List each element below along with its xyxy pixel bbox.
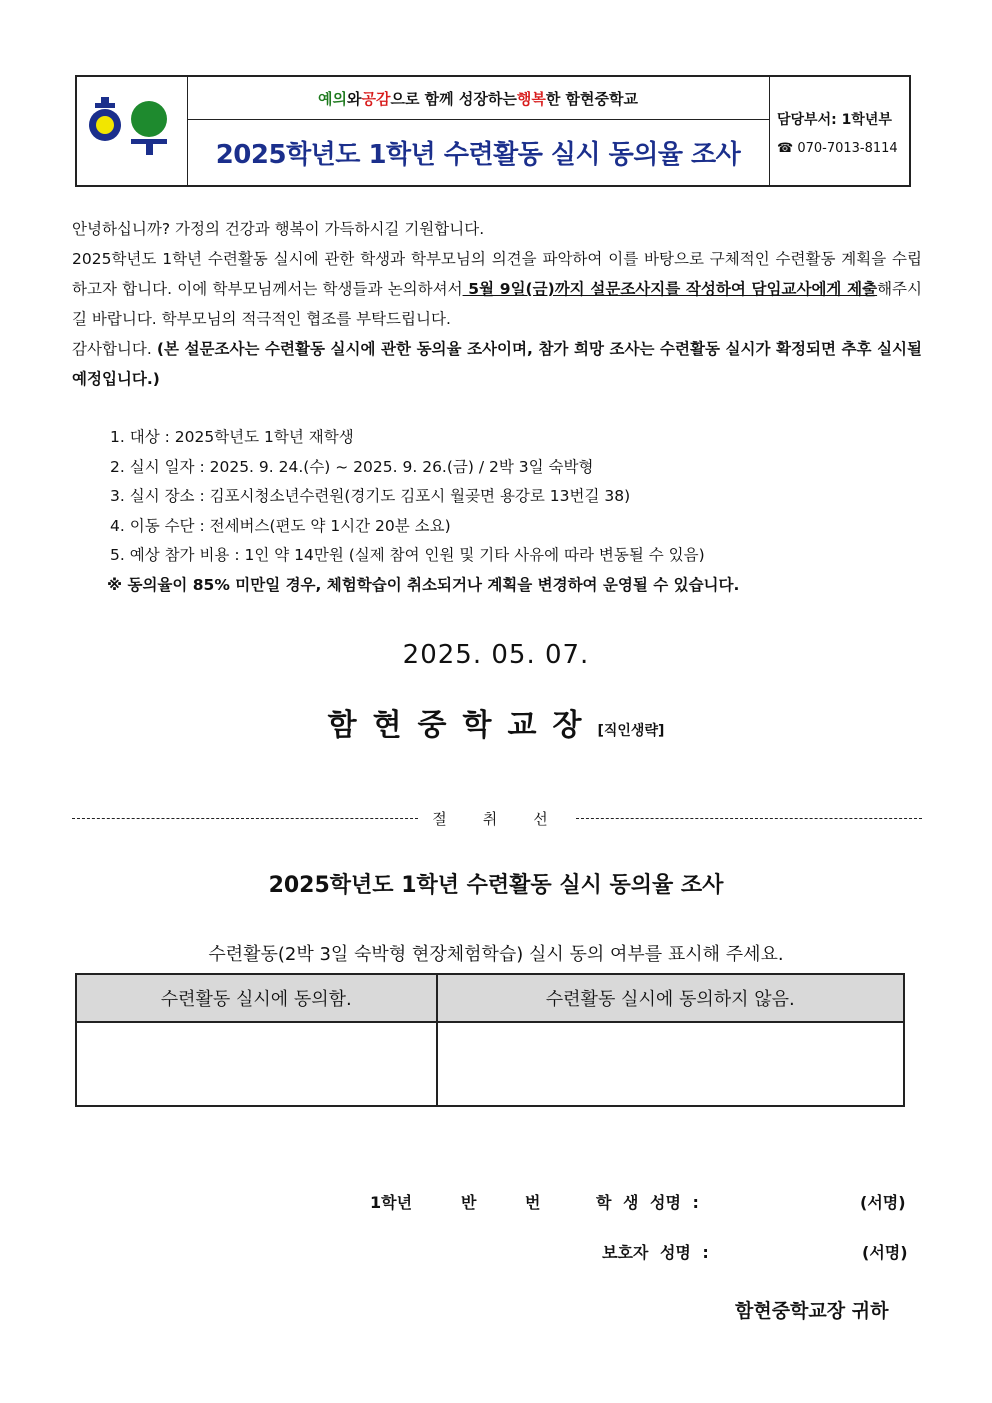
class-label: 반 [461,1193,477,1212]
agree-header: 수련활동 실시에 동의함. [76,974,437,1022]
school-logo-icon [77,77,187,185]
school-logo-cell [77,77,188,185]
school-motto: 예의 와 공감 으로 함께 성장하는 행복 한 함현중학교 [187,77,769,120]
list-item: 5. 예상 참가 비용 : 1인 약 14만원 (실제 참여 인원 및 기타 사유에 따라 변동될 수 있음) [110,546,705,564]
notice-text: ※ 동의율이 85% 미만일 경우, 체험학습이 취소되거나 계획을 변경하여 운영될 수 있습니다. [107,575,740,594]
disagree-mark-cell[interactable] [437,1022,905,1106]
phone-icon: ☎ [777,141,794,156]
form-title: 2025학년도 1학년 수련활동 실시 동의율 조사 [268,873,724,898]
agree-mark-cell[interactable] [76,1022,437,1106]
student-signature[interactable]: (서명) [860,1193,906,1212]
student-name-label: 학 생 성명 : [596,1193,699,1212]
issue-date: 2025. 05. 07. [402,640,590,670]
letter-closing: 감사합니다. (본 설문조사는 수련활동 실시에 관한 동의율 조사이며, 참가 희망 조사는 수련활동 실시가 확정되면 추후 실시될 예정입니다.) [72,340,922,388]
principal-signature [0,700,992,744]
list-item: 1. 대상 : 2025학년도 1학년 재학생 [110,428,354,446]
survey-note: (본 설문조사는 수련활동 실시에 관한 동의율 조사이며, 참가 희망 조사는 수련활동 실시가 확정되면 추후 실시될 예정입니다.) [72,340,922,388]
list-item: 3. 실시 장소 : 김포시청소년수련원(경기도 김포시 월곶면 용강로 13번길 38) [110,487,631,505]
grade-label: 1학년 [370,1193,413,1212]
greeting-text: 안녕하십니까? 가정의 건강과 행복이 가득하시길 기원합니다. [72,220,485,238]
list-item: 2. 실시 일자 : 2025. 9. 24.(수) ~ 2025. 9. 26.(금) / 2박 3일 숙박형 [110,457,594,476]
letter-paragraph: 2025학년도 1학년 수련활동 실시에 관한 학생과 학부모님의 의견을 파악하여 이를 바탕으로 구체적인 수련활동 계획을 수립하고자 합니다. 이에 학부모님께서는 학생들과 논의하셔서 5월 9일(금)까지 설문조사지를 작성하여 담임교사에게 제출해주시길 바랍니다. 학부모님의 적극적인 협조를 부탁드립니다. [72,250,922,328]
disagree-header: 수련활동 실시에 동의하지 않음. [437,974,905,1022]
seal-note: [직인생략] [597,723,665,739]
department-label: 담당부서: 1학년부 [777,112,892,128]
letter-body [72,214,922,394]
list-item: 4. 이동 수단 : 전세버스(편도 약 1시간 20분 소요) [110,516,451,535]
phone-number: ☎ 070-7013-8114 [777,141,898,156]
cut-line [72,808,922,829]
details-list [107,423,930,600]
consent-table [75,973,905,1107]
deadline-text: 5월 9일(금)까지 설문조사지를 작성하여 담임교사에게 제출 [462,280,878,298]
document-title: 2025학년도 1학년 수련활동 실시 동의율 조사 [215,139,741,170]
number-label: 번 [525,1193,541,1212]
form-instruction: 수련활동(2박 3일 숙박형 현장체험학습) 실시 동의 여부를 표시해 주세요. [208,944,784,965]
cut-line-label: 절취선 [432,810,584,828]
principal-name: 함현중학교장 [327,708,598,743]
addressee: 함현중학교장 귀하 [735,1300,889,1322]
parent-signature[interactable]: (서명) [862,1243,908,1262]
parent-name-label: 보호자 성명 : [602,1243,709,1262]
header-box [75,75,911,187]
logo-text: 함현 [132,179,134,180]
